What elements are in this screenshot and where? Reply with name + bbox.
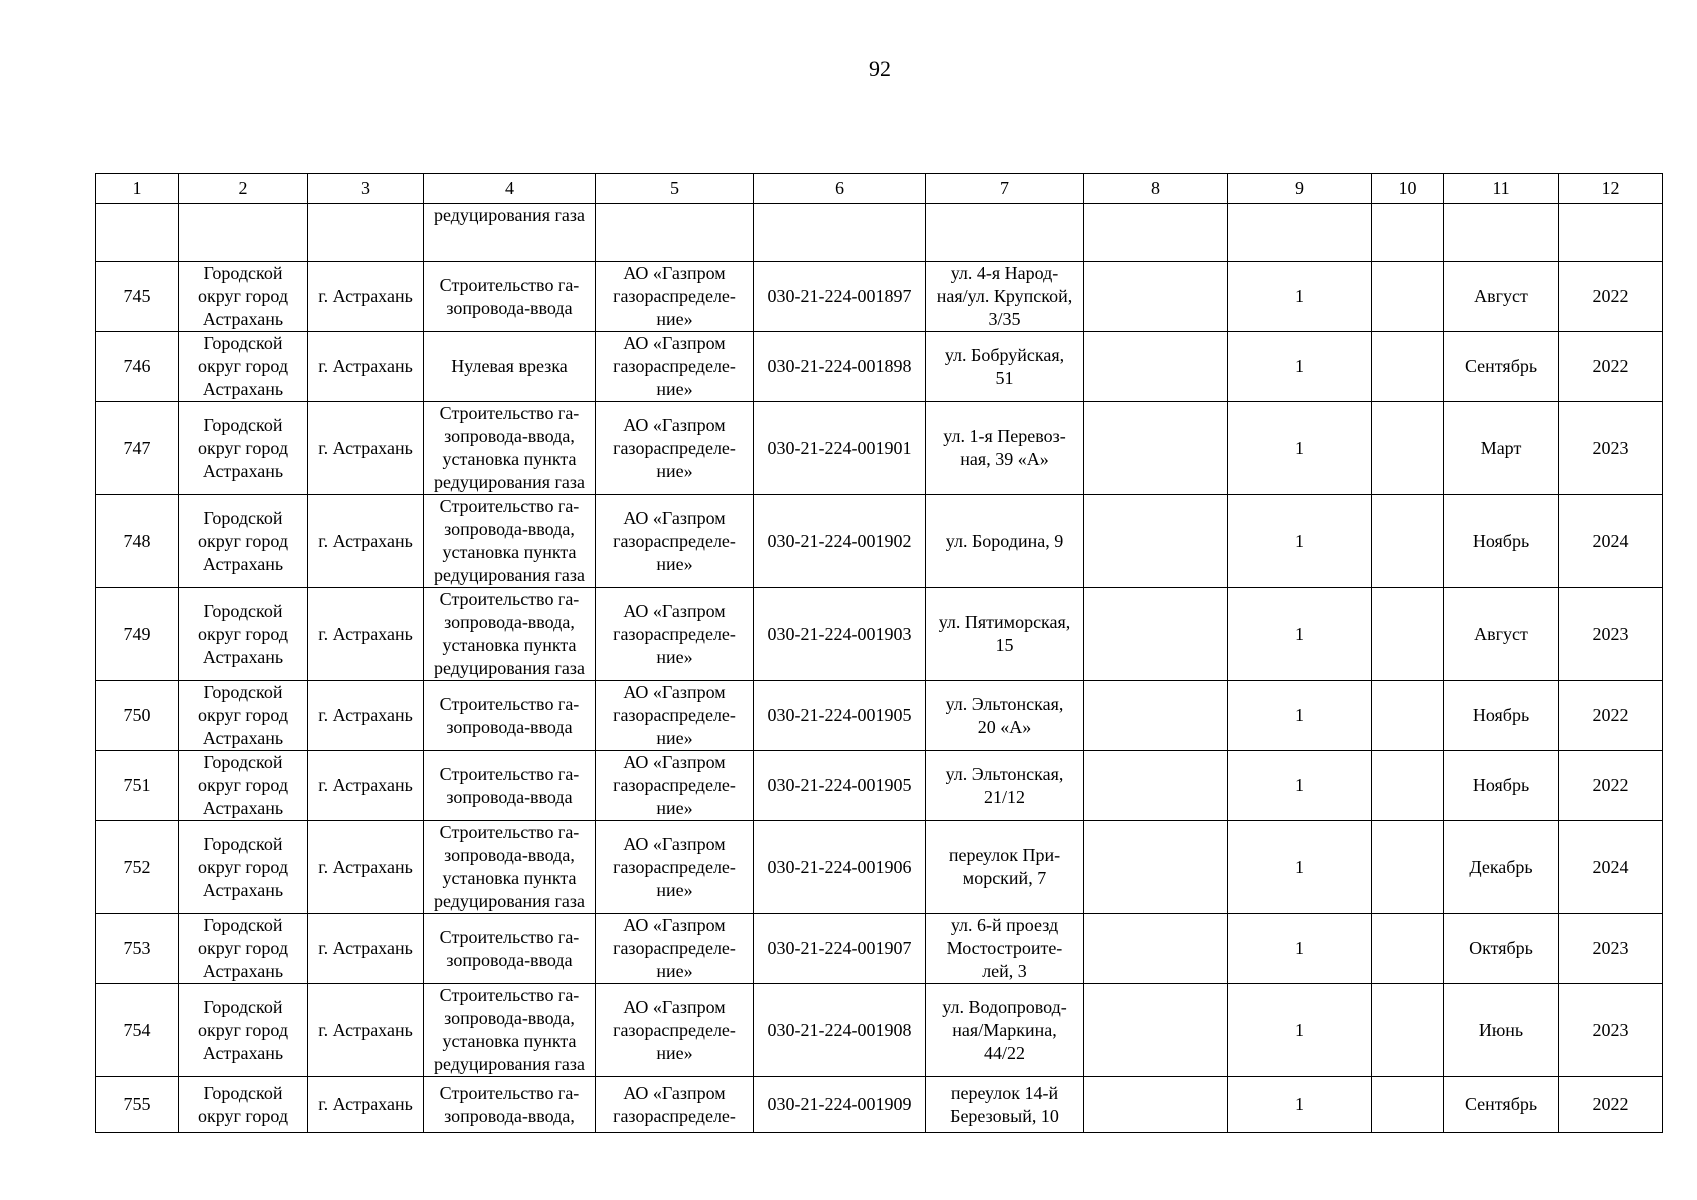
object-code-cell: 030-21-224-001908 [754, 984, 926, 1077]
address-cell: ул. Бородина, 9 [926, 495, 1084, 588]
settlement-cell: г. Астрахань [308, 495, 424, 588]
table-cell [1372, 204, 1444, 262]
municipality-cell: Городской округ город Астрахань [179, 681, 308, 751]
column-10-cell [1372, 588, 1444, 681]
object-code-cell: 030-21-224-001906 [754, 821, 926, 914]
row-number-cell: 755 [96, 1077, 179, 1133]
column-header: 5 [596, 174, 754, 204]
row-number-cell: 753 [96, 914, 179, 984]
municipality-cell: Городской округ город [179, 1077, 308, 1133]
month-cell: Август [1444, 262, 1559, 332]
column-9-cell: 1 [1228, 1077, 1372, 1133]
table-row [96, 821, 1663, 914]
column-8-cell [1084, 402, 1228, 495]
month-cell: Ноябрь [1444, 681, 1559, 751]
year-cell: 2023 [1559, 588, 1663, 681]
organization-cell: АО «Газпром газораспределе- ние» [596, 984, 754, 1077]
work-type-cell: Строительство га- зопровода-ввода, установка пункта редуцирования газа [424, 495, 596, 588]
object-code-cell: 030-21-224-001905 [754, 681, 926, 751]
municipality-cell: Городской округ город Астрахань [179, 984, 308, 1077]
settlement-cell: г. Астрахань [308, 914, 424, 984]
table-row [96, 681, 1663, 751]
work-type-cell: Нулевая врезка [424, 332, 596, 402]
municipality-cell: Городской округ город Астрахань [179, 402, 308, 495]
column-header: 3 [308, 174, 424, 204]
organization-cell: АО «Газпром газораспределе- ние» [596, 821, 754, 914]
settlement-cell: г. Астрахань [308, 751, 424, 821]
address-cell: ул. Водопровод- ная/Маркина, 44/22 [926, 984, 1084, 1077]
settlement-cell: г. Астрахань [308, 681, 424, 751]
continuation-row [96, 204, 1663, 262]
work-type-cell: Строительство га- зопровода-ввода, [424, 1077, 596, 1133]
object-code-cell: 030-21-224-001903 [754, 588, 926, 681]
work-type-cell: Строительство га- зопровода-ввода, установка пункта редуцирования газа [424, 984, 596, 1077]
column-9-cell: 1 [1228, 821, 1372, 914]
organization-cell: АО «Газпром газораспределе- [596, 1077, 754, 1133]
year-cell: 2022 [1559, 751, 1663, 821]
month-cell: Июнь [1444, 984, 1559, 1077]
address-cell: ул. 6-й проезд Мостостроите- лей, 3 [926, 914, 1084, 984]
column-header: 8 [1084, 174, 1228, 204]
municipality-cell: Городской округ город Астрахань [179, 495, 308, 588]
object-code-cell: 030-21-224-001907 [754, 914, 926, 984]
year-cell: 2022 [1559, 262, 1663, 332]
address-cell: ул. Бобруйская, 51 [926, 332, 1084, 402]
table-row [96, 262, 1663, 332]
column-10-cell [1372, 821, 1444, 914]
municipality-cell: Городской округ город Астрахань [179, 751, 308, 821]
organization-cell: АО «Газпром газораспределе- ние» [596, 751, 754, 821]
column-8-cell [1084, 495, 1228, 588]
column-8-cell [1084, 751, 1228, 821]
column-header: 12 [1559, 174, 1663, 204]
work-type-cell: Строительство га- зопровода-ввода [424, 262, 596, 332]
address-cell: переулок При- морский, 7 [926, 821, 1084, 914]
column-9-cell: 1 [1228, 681, 1372, 751]
settlement-cell: г. Астрахань [308, 984, 424, 1077]
table-row [96, 402, 1663, 495]
year-cell: 2022 [1559, 1077, 1663, 1133]
column-9-cell: 1 [1228, 914, 1372, 984]
organization-cell: АО «Газпром газораспределе- ние» [596, 588, 754, 681]
object-code-cell: 030-21-224-001901 [754, 402, 926, 495]
work-type-cell: Строительство га- зопровода-ввода, установка пункта редуцирования газа [424, 402, 596, 495]
table-row [96, 1077, 1663, 1133]
table-cell [96, 204, 179, 262]
object-code-cell: 030-21-224-001909 [754, 1077, 926, 1133]
address-cell: переулок 14-й Березовый, 10 [926, 1077, 1084, 1133]
column-9-cell: 1 [1228, 751, 1372, 821]
month-cell: Декабрь [1444, 821, 1559, 914]
municipality-cell: Городской округ город Астрахань [179, 332, 308, 402]
column-10-cell [1372, 495, 1444, 588]
settlement-cell: г. Астрахань [308, 262, 424, 332]
column-8-cell [1084, 332, 1228, 402]
column-8-cell [1084, 588, 1228, 681]
column-10-cell [1372, 1077, 1444, 1133]
column-8-cell [1084, 1077, 1228, 1133]
column-header: 2 [179, 174, 308, 204]
municipality-cell: Городской округ город Астрахань [179, 588, 308, 681]
municipality-cell: Городской округ город Астрахань [179, 821, 308, 914]
column-8-cell [1084, 262, 1228, 332]
work-type-cell: Строительство га- зопровода-ввода [424, 751, 596, 821]
settlement-cell: г. Астрахань [308, 588, 424, 681]
year-cell: 2023 [1559, 914, 1663, 984]
work-type-cell: Строительство га- зопровода-ввода [424, 681, 596, 751]
table-cell [926, 204, 1084, 262]
column-10-cell [1372, 332, 1444, 402]
month-cell: Март [1444, 402, 1559, 495]
row-number-cell: 754 [96, 984, 179, 1077]
table-cell [596, 204, 754, 262]
header-row [96, 174, 1663, 204]
row-number-cell: 752 [96, 821, 179, 914]
year-cell: 2023 [1559, 402, 1663, 495]
organization-cell: АО «Газпром газораспределе- ние» [596, 914, 754, 984]
address-cell: ул. Эльтонская, 21/12 [926, 751, 1084, 821]
organization-cell: АО «Газпром газораспределе- ние» [596, 681, 754, 751]
column-header: 9 [1228, 174, 1372, 204]
column-9-cell: 1 [1228, 588, 1372, 681]
object-code-cell: 030-21-224-001897 [754, 262, 926, 332]
table-cell [1559, 204, 1663, 262]
column-8-cell [1084, 984, 1228, 1077]
organization-cell: АО «Газпром газораспределе- ние» [596, 332, 754, 402]
column-10-cell [1372, 681, 1444, 751]
month-cell: Октябрь [1444, 914, 1559, 984]
table-row [96, 984, 1663, 1077]
month-cell: Ноябрь [1444, 751, 1559, 821]
object-code-cell: 030-21-224-001902 [754, 495, 926, 588]
column-10-cell [1372, 402, 1444, 495]
table-row [96, 914, 1663, 984]
year-cell: 2024 [1559, 495, 1663, 588]
table-cell [754, 204, 926, 262]
column-header: 10 [1372, 174, 1444, 204]
year-cell: 2022 [1559, 332, 1663, 402]
data-table [95, 173, 1663, 1133]
table-cell [1444, 204, 1559, 262]
row-number-cell: 750 [96, 681, 179, 751]
column-9-cell: 1 [1228, 262, 1372, 332]
column-header: 7 [926, 174, 1084, 204]
work-type-cell: Строительство га- зопровода-ввода [424, 914, 596, 984]
object-code-cell: 030-21-224-001898 [754, 332, 926, 402]
row-number-cell: 747 [96, 402, 179, 495]
column-8-cell [1084, 914, 1228, 984]
row-number-cell: 745 [96, 262, 179, 332]
month-cell: Сентябрь [1444, 332, 1559, 402]
work-type-cell: редуцирования газа [424, 204, 596, 262]
organization-cell: АО «Газпром газораспределе- ние» [596, 495, 754, 588]
column-10-cell [1372, 262, 1444, 332]
column-9-cell: 1 [1228, 495, 1372, 588]
address-cell: ул. 1-я Перевоз- ная, 39 «А» [926, 402, 1084, 495]
work-type-cell: Строительство га- зопровода-ввода, установка пункта редуцирования газа [424, 588, 596, 681]
column-9-cell: 1 [1228, 402, 1372, 495]
column-9-cell: 1 [1228, 332, 1372, 402]
column-10-cell [1372, 751, 1444, 821]
year-cell: 2024 [1559, 821, 1663, 914]
table-row [96, 495, 1663, 588]
year-cell: 2022 [1559, 681, 1663, 751]
year-cell: 2023 [1559, 984, 1663, 1077]
row-number-cell: 751 [96, 751, 179, 821]
row-number-cell: 746 [96, 332, 179, 402]
table-row [96, 332, 1663, 402]
table-row [96, 751, 1663, 821]
organization-cell: АО «Газпром газораспределе- ние» [596, 262, 754, 332]
settlement-cell: г. Астрахань [308, 332, 424, 402]
column-header: 1 [96, 174, 179, 204]
address-cell: ул. Пятиморская, 15 [926, 588, 1084, 681]
column-10-cell [1372, 914, 1444, 984]
table-cell [1228, 204, 1372, 262]
column-8-cell [1084, 821, 1228, 914]
page-number: 92 [869, 56, 891, 81]
settlement-cell: г. Астрахань [308, 1077, 424, 1133]
column-9-cell: 1 [1228, 984, 1372, 1077]
organization-cell: АО «Газпром газораспределе- ние» [596, 402, 754, 495]
row-number-cell: 749 [96, 588, 179, 681]
table-body [96, 174, 1663, 1133]
column-10-cell [1372, 984, 1444, 1077]
column-header: 11 [1444, 174, 1559, 204]
table-cell [308, 204, 424, 262]
table-cell [1084, 204, 1228, 262]
column-8-cell [1084, 681, 1228, 751]
month-cell: Ноябрь [1444, 495, 1559, 588]
month-cell: Август [1444, 588, 1559, 681]
table-cell [179, 204, 308, 262]
month-cell: Сентябрь [1444, 1077, 1559, 1133]
address-cell: ул. Эльтонская, 20 «А» [926, 681, 1084, 751]
address-cell: ул. 4-я Народ- ная/ул. Крупской, 3/35 [926, 262, 1084, 332]
column-header: 4 [424, 174, 596, 204]
municipality-cell: Городской округ город Астрахань [179, 914, 308, 984]
column-header: 6 [754, 174, 926, 204]
settlement-cell: г. Астрахань [308, 402, 424, 495]
table-row [96, 588, 1663, 681]
work-type-cell: Строительство га- зопровода-ввода, установка пункта редуцирования газа [424, 821, 596, 914]
row-number-cell: 748 [96, 495, 179, 588]
settlement-cell: г. Астрахань [308, 821, 424, 914]
object-code-cell: 030-21-224-001905 [754, 751, 926, 821]
municipality-cell: Городской округ город Астрахань [179, 262, 308, 332]
